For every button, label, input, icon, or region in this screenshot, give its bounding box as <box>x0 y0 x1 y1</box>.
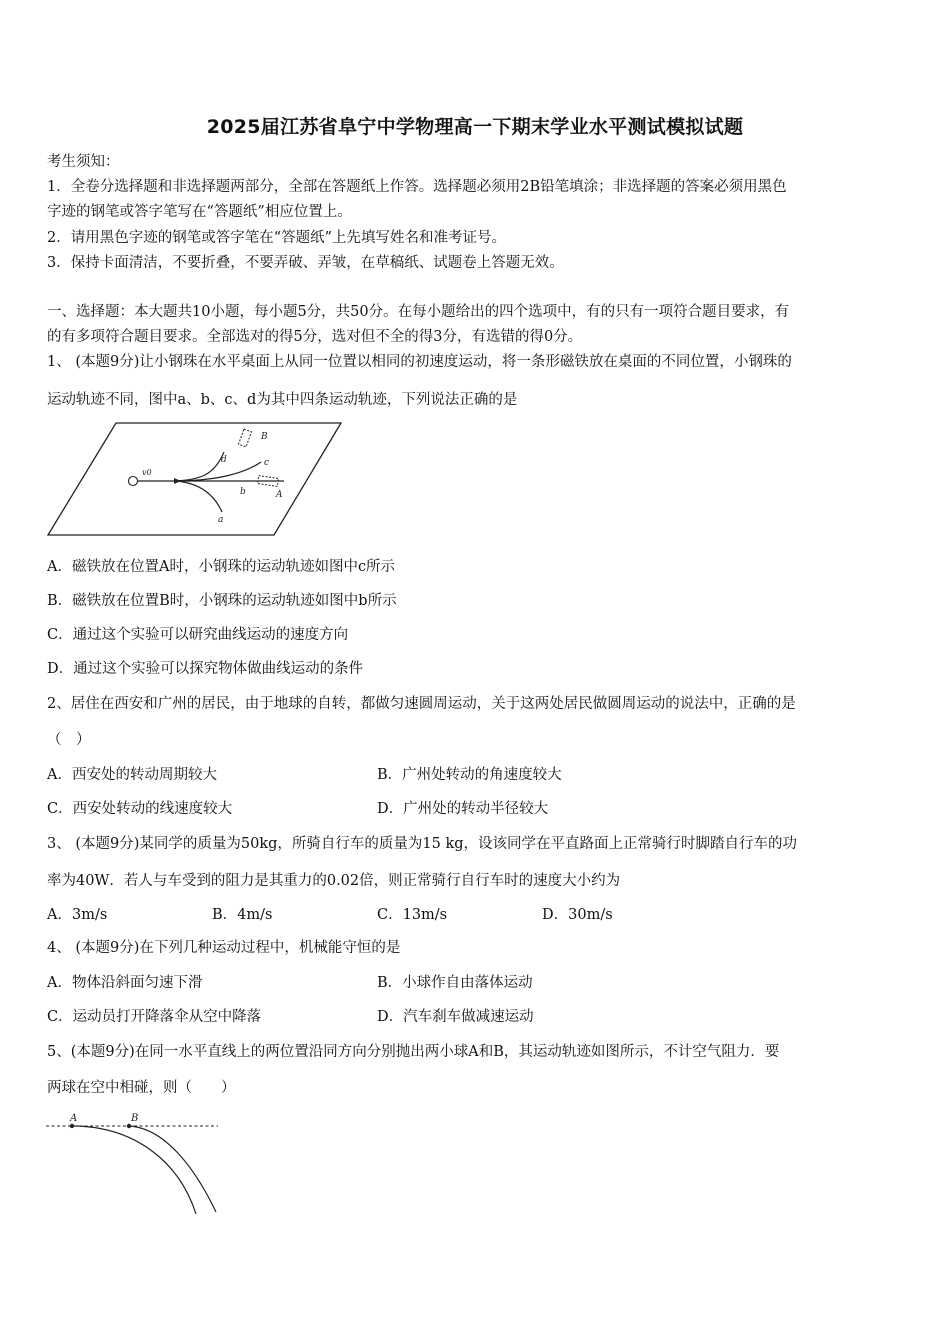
q1-option-a[interactable]: A．磁铁放在位置A时，小钢珠的运动轨迹如图中c所示 <box>47 559 396 575</box>
q2-options-row1 <box>47 765 907 785</box>
q5-stem-line1: 5、(本题9分)在同一水平直线上的两位置沿同方向分别抛出两小球A和B，其运动轨迹如图所示，不计空气阻力．要 <box>47 1044 780 1060</box>
q4-option-d[interactable]: D．汽车刹车做减速运动 <box>377 1009 534 1025</box>
q1-option-c[interactable]: C．通过这个实验可以研究曲线运动的速度方向 <box>47 627 349 643</box>
q2-option-c[interactable]: C．西安处转动的线速度较大 <box>47 801 233 817</box>
q4-option-b[interactable]: B．小球作自由落体运动 <box>377 975 533 991</box>
notice-heading: 考生须知： <box>47 154 120 170</box>
q3-option-a[interactable]: A．3m/s <box>47 907 108 923</box>
q2-options-row2 <box>47 799 907 819</box>
q4-option-c[interactable]: C．运动员打开降落伞从空中降落 <box>47 1009 262 1025</box>
q3-stem-line2: 率为40W．若人与车受到的阻力是其重力的0.02倍，则正常骑行自行车时的速度大小约为 <box>47 873 621 889</box>
q5-figure <box>44 1106 224 1218</box>
q4-options-row2 <box>47 1007 907 1027</box>
section-intro-line1: 一、选择题：本大题共10小题，每小题5分，共50分。在每小题给出的四个选项中，有的只有一项符合题目要求，有 <box>47 304 790 320</box>
q5-label-a: A <box>70 1113 78 1124</box>
q4-options-row1 <box>47 973 907 993</box>
q1-label-b: b <box>240 487 246 497</box>
notice-item-1-cont: 字迹的钢笔或答字笔写在“答题纸”相应位置上。 <box>47 204 352 220</box>
q5-trajectory-a <box>72 1126 196 1214</box>
q1-start-point <box>129 477 138 486</box>
q1-track-c <box>174 462 261 481</box>
q5-label-b: B <box>131 1113 139 1124</box>
q3-option-d[interactable]: D．30m/s <box>542 907 613 923</box>
q1-label-d: d <box>221 455 227 465</box>
q3-option-b[interactable]: B．4m/s <box>212 907 273 923</box>
q2-option-a[interactable]: A．西安处的转动周期较大 <box>47 767 217 783</box>
notice-item-1: 1．全卷分选择题和非选择题两部分，全部在答题纸上作答。选择题必须用2B铅笔填涂；非选择题的答案必须用黑色 <box>47 179 787 195</box>
q3-option-c[interactable]: C．13m/s <box>377 907 448 923</box>
section-intro-line2: 的有多项符合题目要求。全部选对的得5分，选对但不全的得3分，有选错的得0分。 <box>47 329 583 345</box>
q1-stem-line2: 运动轨迹不同，图中a、b、c、d为其中四条运动轨迹，下列说法正确的是 <box>47 392 518 408</box>
q2-stem-line1: 2、居住在西安和广州的居民，由于地球的自转，都做匀速圆周运动，关于这两处居民做圆周运动的说法中，正确的是 <box>47 696 796 712</box>
page-title: 2025届江苏省阜宁中学物理高一下期末学业水平测试模拟试题 <box>206 116 744 138</box>
q1-label-c: c <box>264 458 270 468</box>
q1-option-d[interactable]: D．通过这个实验可以探究物体做曲线运动的条件 <box>47 661 364 677</box>
q1-label-B: B <box>261 432 268 442</box>
notice-item-2: 2．请用黑色字迹的钢笔或答字笔在“答题纸”上先填写姓名和准考证号。 <box>47 230 507 246</box>
q1-figure <box>44 418 346 540</box>
q1-label-v0: v0 <box>142 468 152 477</box>
q1-stem-line1: 1、 (本题9分)让小钢珠在水平桌面上从同一位置以相同的初速度运动，将一条形磁铁放在桌面的不同位置，小钢珠的 <box>47 354 792 370</box>
q1-option-b[interactable]: B．磁铁放在位置B时，小钢珠的运动轨迹如图中b所示 <box>47 593 397 609</box>
q4-option-a[interactable]: A．物体沿斜面匀速下滑 <box>47 975 203 991</box>
q4-stem: 4、 (本题9分)在下列几种运动过程中，机械能守恒的是 <box>47 940 401 956</box>
q2-option-b[interactable]: B．广州处转动的角速度较大 <box>377 767 562 783</box>
q3-stem-line1: 3、 (本题9分)某同学的质量为50kg，所骑自行车的质量为15 kg，设该同学在平直路面上正常骑行时脚踏自行车的功 <box>47 836 798 852</box>
q2-option-d[interactable]: D．广州处的转动半径较大 <box>377 801 549 817</box>
q1-track-d <box>174 452 224 481</box>
q5-trajectory-b <box>129 1126 216 1212</box>
q2-stem-line2: （ ） <box>47 732 91 748</box>
q1-track-a <box>174 481 222 512</box>
q1-label-a: a <box>218 515 224 525</box>
q5-stem-line2: 两球在空中相碰，则（ ） <box>47 1080 236 1096</box>
q1-label-A: A <box>276 490 283 500</box>
notice-item-3: 3．保持卡面清洁，不要折叠，不要弄破、弄皱，在草稿纸、试题卷上答题无效。 <box>47 255 564 271</box>
q1-magnet-b <box>239 429 252 447</box>
